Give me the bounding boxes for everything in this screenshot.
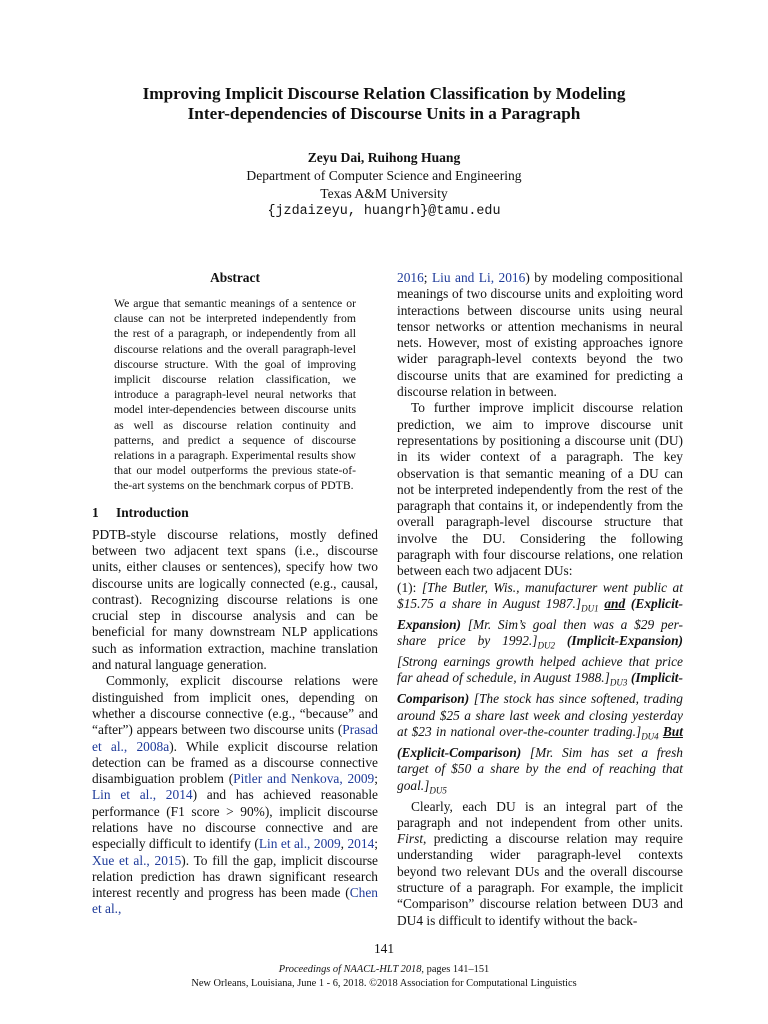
citation-link[interactable]: Liu and Li, 2016 xyxy=(431,270,526,285)
discourse-unit-5: [Mr. Sim has set a fresh target of $50 a share by the end of reaching that goal.] xyxy=(397,745,683,793)
footer-location: New Orleans, Louisiana, June 1 - 6, 2018. ©2018 Association for Computational Linguistics xyxy=(191,978,577,989)
author-block xyxy=(60,149,708,221)
du-subscript: DU4 xyxy=(641,731,659,742)
author-names: Zeyu Dai, Ruihong Huang xyxy=(307,150,461,165)
right-column xyxy=(397,270,683,929)
section-heading-introduction xyxy=(92,505,378,521)
abstract-heading: Abstract xyxy=(210,270,260,285)
text-span: ; xyxy=(423,270,432,285)
relation-label: (Implicit-Expansion) xyxy=(566,633,683,649)
title-line-2: Inter-dependencies of Discourse Units in a Paragraph xyxy=(187,104,581,123)
connective: But xyxy=(662,724,683,740)
discourse-unit-4: [The stock has since softened, trading around $25 a share last week and closing yesterday at $23 in national over-the-counter trading.] xyxy=(397,691,683,740)
footer-line-1 xyxy=(0,963,768,977)
example-paragraph xyxy=(397,580,683,799)
intro-paragraph-1: PDTB-style discourse relations, mostly defined between two adjacent text spans (i.e., discourse units, either clauses or sentences), specify how two discourse units are logically connected (e.g., causal, contrast). Recognizing discourse relations is one crucial step in discourse analysis and can be beneficial for many downstream NLP applications such as information extraction, machine translation and natural language generation. xyxy=(92,526,378,673)
text-span: , predicting a discourse relation may require understanding wider paragraph-level contexts beyond two relevant DUs and the overall discourse structure of a paragraph. For example, the implicit “Comparison” discourse relation between DU3 and DU4 is difficult to identify without the back- xyxy=(397,831,683,928)
discourse-unit-2: [Mr. Sim’s goal then was a $29 per-share price by 1992.] xyxy=(397,616,683,649)
example-label: (1): xyxy=(397,579,417,595)
discourse-unit-1: [The Butler, Wis., manufacturer went public at $15.75 a share in August 1987.] xyxy=(397,579,683,611)
citation-link[interactable]: Lin et al., 2009 xyxy=(258,836,341,852)
citation-link[interactable]: Chen et al., xyxy=(92,885,378,917)
text-span: , xyxy=(340,836,348,852)
text-span: ) by modeling compositional meanings of two discourse units and exploiting word interactions between discourse units using neural tensor networks or attention mechanisms in neural nets. However, most of existing approaches ignore wider paragraph-level contexts beyond the two discourse units that are examined for predicting a discourse relation in between. xyxy=(397,270,683,400)
relation-label: (Implicit-Comparison) xyxy=(397,670,683,707)
text-span: Commonly, explicit discourse relations were distinguished from implicit ones, depending on whether a discourse connective (e.g., “because” and “after”) appears between two discourse units ( xyxy=(92,673,378,738)
du-subscript: DU2 xyxy=(537,640,555,651)
intro-paragraph-2 xyxy=(92,673,378,917)
text-span: Clearly, each DU is an integral part of the paragraph and not independent from other units. xyxy=(397,798,683,830)
text-span: ; xyxy=(374,836,378,852)
affiliation-university: Texas A&M University xyxy=(320,186,448,201)
citation-link[interactable]: Xue et al., 2015 xyxy=(92,852,182,868)
citation-link[interactable]: Lin et al., 2014 xyxy=(92,787,193,803)
citation-link[interactable]: 2016 xyxy=(397,270,424,285)
footer xyxy=(0,963,768,991)
text-span: ; xyxy=(374,771,378,787)
left-column xyxy=(92,270,378,918)
emphasis: First xyxy=(397,831,424,847)
author-email: {jzdaizeyu, huangrh}@tamu.edu xyxy=(267,204,501,219)
intro-paragraph-4 xyxy=(397,799,683,929)
connective: and xyxy=(604,595,626,611)
abstract-body xyxy=(114,296,356,494)
citation-link[interactable]: Prasad et al., 2008a xyxy=(92,722,378,754)
affiliation-dept: Department of Computer Science and Engineering xyxy=(246,168,522,183)
text-span: ). While explicit discourse relation detection can be framed as a discourse connective disambiguation problem ( xyxy=(92,738,378,787)
citation-link[interactable]: 2014 xyxy=(347,836,375,852)
relation-label: (Explicit-Comparison) xyxy=(397,745,522,760)
paper-title xyxy=(60,84,708,124)
footer-pages: , pages 141–151 xyxy=(421,964,490,975)
du-subscript: DU5 xyxy=(429,785,447,796)
du-subscript: DU3 xyxy=(609,678,628,689)
intro-paragraph-2-continued xyxy=(397,270,683,400)
section-title: Introduction xyxy=(116,504,189,520)
footer-venue: Proceedings of NAACL-HLT 2018 xyxy=(278,964,422,975)
intro-paragraph-3: To further improve implicit discourse relation prediction, we aim to improve discourse unit representations by positioning a discourse unit (DU) in its wider context of a paragraph. The key observation is that semantic meaning of a DU can not be interpreted independently from the rest of the paragraph that contains it, or independently from the overall paragraph-level discourse structure that involve the DU. Considering the following paragraph with four discourse relations, one relation between each two adjacent DUs: xyxy=(397,400,683,579)
section-number: 1 xyxy=(92,504,99,520)
intro-left-text xyxy=(92,527,378,918)
text-span: ) and has achieved reasonable performance (F1 score > 90%), implicit discourse relations have no discourse connective and are especially difficult to identify ( xyxy=(92,787,378,852)
page-number: 141 xyxy=(373,941,395,956)
title-line-1: Improving Implicit Discourse Relation Classification by Modeling xyxy=(142,84,626,103)
du-subscript: DU1 xyxy=(581,603,599,614)
text-span: ). To fill the gap, implicit discourse relation prediction has drawn significant research interest recently and progress has been made ( xyxy=(92,852,379,901)
relation-label: (Explicit-Expansion) xyxy=(397,595,683,632)
discourse-unit-3: [Strong earnings growth helped achieve that price far ahead of schedule, in August 1988.] xyxy=(397,654,683,686)
citation-link[interactable]: Pitler and Nenkova, 2009 xyxy=(233,771,375,787)
abstract-text: We argue that semantic meanings of a sentence or clause can not be interpreted independently from the rest of a paragraph, or independently from all discourse relations and the overall paragraph-level discourse structure. With the goal of improving implicit discourse relation classification, we introduce a paragraph-level neural networks that model inter-dependencies between discourse units as well as discourse relation continuity and patterns, and predict a sequence of discourse relations in a paragraph. Experimental results show that our model outperforms the previous state-of-the-art systems on the benchmark corpus of PDTB. xyxy=(114,297,356,493)
